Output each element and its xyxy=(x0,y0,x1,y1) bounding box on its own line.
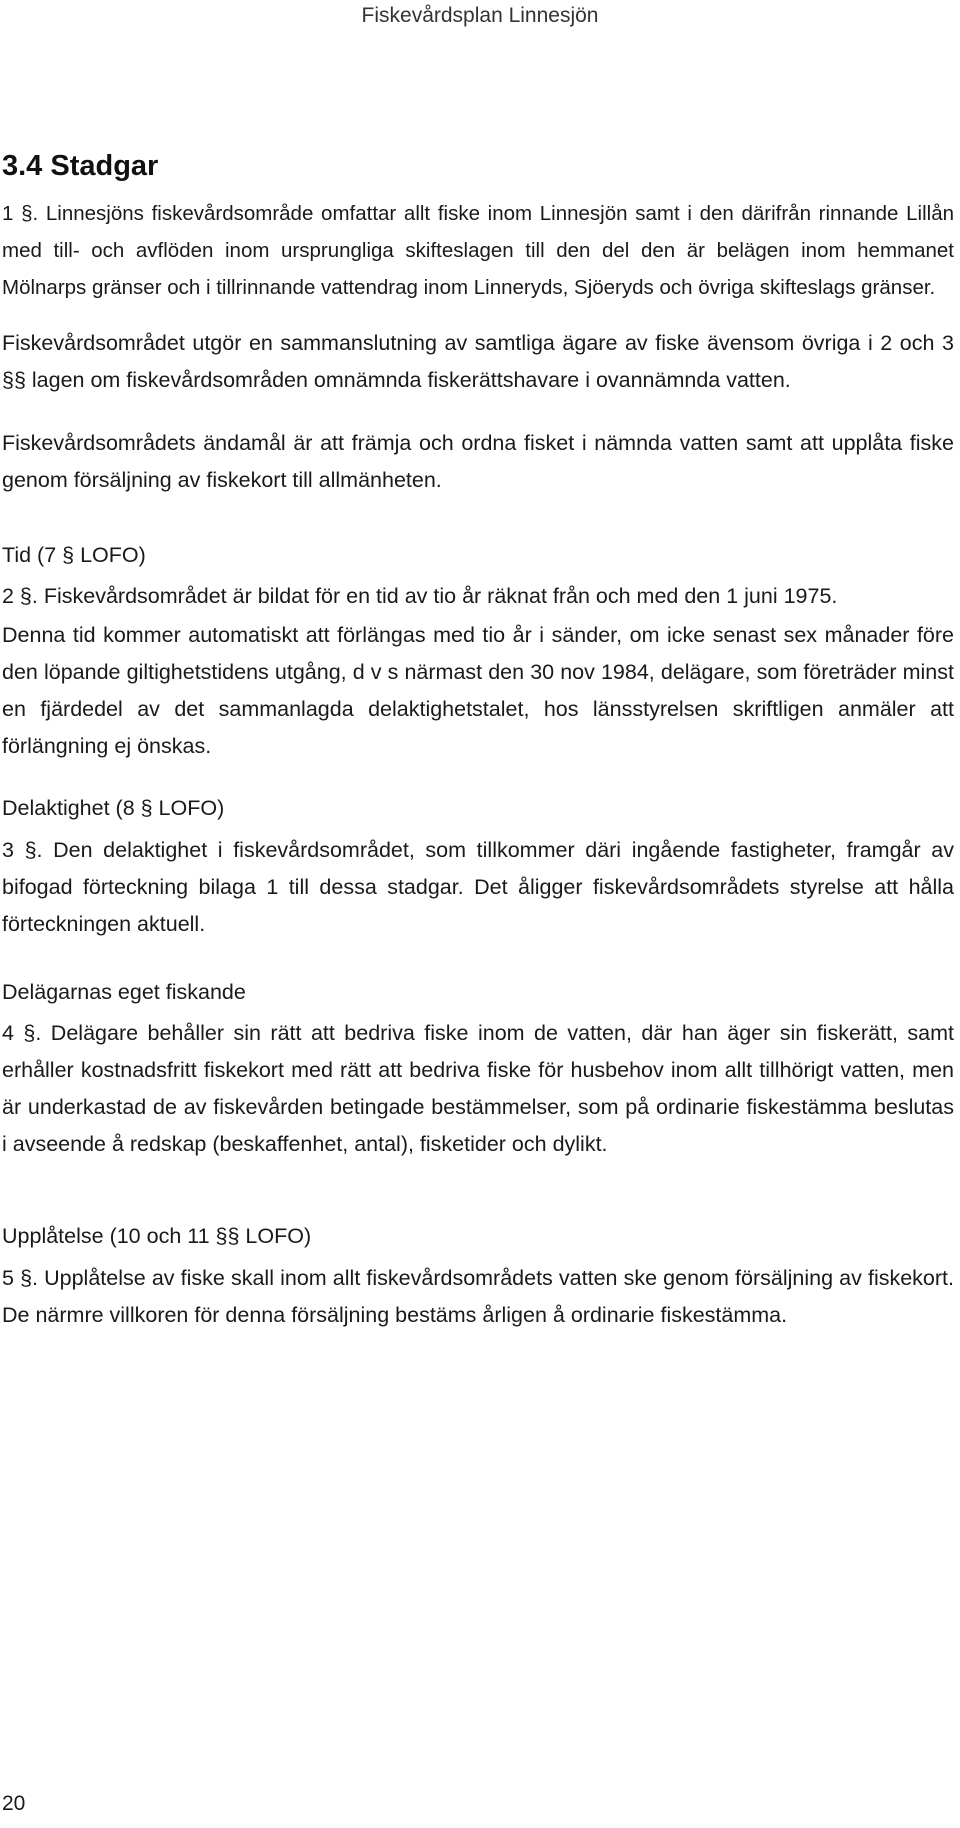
paragraph-5: Denna tid kommer automatiskt att förlängas med tio år i sänder, om icke senast sex månader före den löpande giltighetstidens utgång, d v s närmast den 30 nov 1984, delägare, som företräder minst en fjärdedel av det sammanlagda delaktighetstalet, hos länsstyrelsen skriftligen anmäler att förlängning ej önskas. xyxy=(2,623,954,758)
paragraph-8: 5 §. Upplåtelse av fiske skall inom allt fiskevårdsområdets vatten ske genom försäljning av fiskekort. De närmre villkoren för denna försäljning bestäms årligen å ordinarie fiskestämma. xyxy=(2,1266,954,1327)
paragraph-2: Fiskevårdsområdet utgör en sammanslutning av samtliga ägare av fiske ävensom övriga i 2 och 3 §§ lagen om fiskevårdsområden omnämnda fiskerättshavare i ovannämnda vatten. xyxy=(2,331,954,392)
subheading-delagarnas: Delägarnas eget fiskande xyxy=(2,980,246,1004)
section-heading: 3.4 Stadgar xyxy=(2,150,159,182)
running-header: Fiskevårdsplan Linnesjön xyxy=(361,4,599,27)
paragraph-4: 2 §. Fiskevårdsområdet är bildat för en tid av tio år räknat från och med den 1 juni 1975. xyxy=(2,584,838,608)
subheading-upplatelse: Upplåtelse (10 och 11 §§ LOFO) xyxy=(2,1224,312,1248)
paragraph-6: 3 §. Den delaktighet i fiskevårdsområdet, som tillkommer däri ingående fastigheter, framgår av bifogad förteckning bilaga 1 till dessa stadgar. Det åligger fiskevårdsområdets styrelse att hålla förteckningen aktuell. xyxy=(2,838,954,936)
subheading-delaktighet: Delaktighet (8 § LOFO) xyxy=(2,796,225,820)
paragraph-7: 4 §. Delägare behåller sin rätt att bedriva fiske inom de vatten, där han äger sin fiskerätt, samt erhåller kostnadsfritt fiskekort med rätt att bedriva fiske för husbehov inom allt tillhörigt vatten, men är underkastad de av fiskevården betingade bestämmelser, som på ordinarie fiskestämma beslutas i avseende å redskap (beskaffenhet, antal), fisketider och dylikt. xyxy=(2,1021,954,1156)
paragraph-3: Fiskevårdsområdets ändamål är att främja och ordna fisket i nämnda vatten samt att upplåta fiske genom försäljning av fiskekort till allmänheten. xyxy=(2,431,954,492)
page-number: 20 xyxy=(2,1792,26,1815)
paragraph-1: 1 §. Linnesjöns fiskevårdsområde omfattar allt fiske inom Linnesjön samt i den därifrån rinnande Lillån med till- och avflöden inom ursprungliga skifteslagen till den del den är belägen inom hemmanet Mölnarps gränser och i tillrinnande vattendrag inom Linneryds, Sjöeryds och övriga skifteslags gränser. xyxy=(2,202,954,299)
subheading-tid: Tid (7 § LOFO) xyxy=(2,543,146,567)
